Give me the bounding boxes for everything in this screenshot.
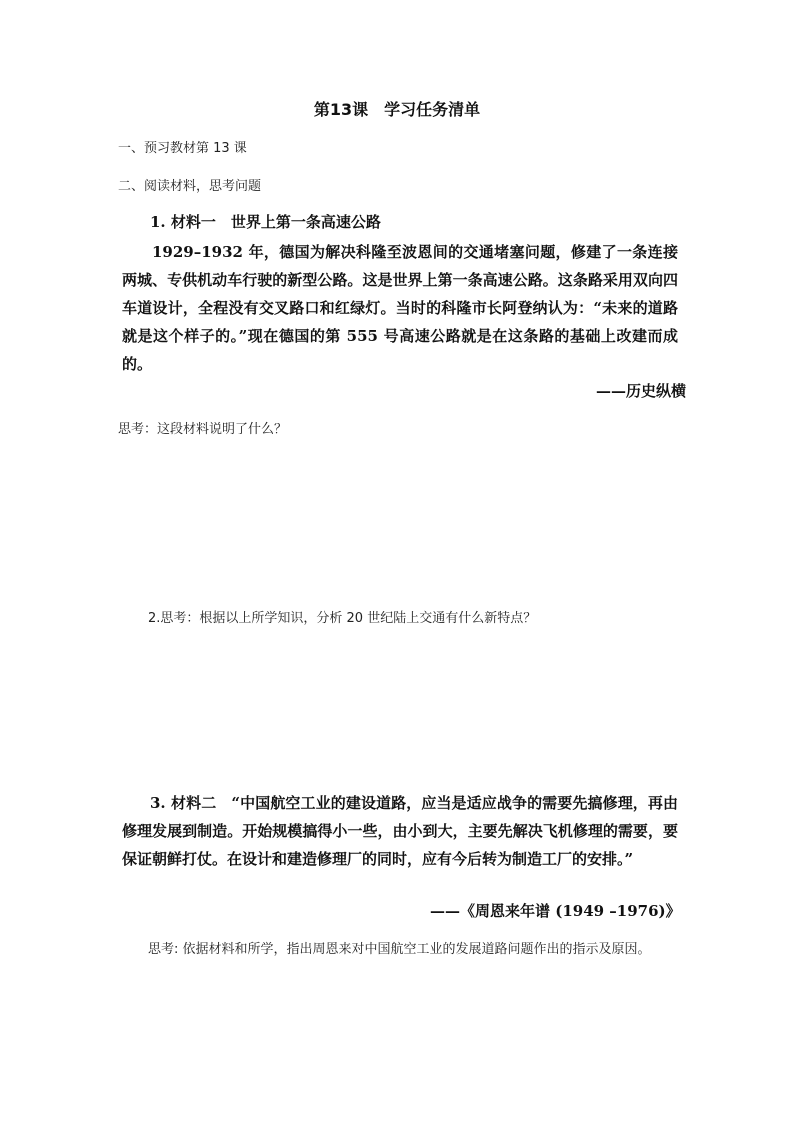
material1-heading: 1. 材料一 世界上第一条高速公路 bbox=[150, 213, 381, 231]
question-2: 2.思考：根据以上所学知识，分析 20 世纪陆上交通有什么新特点？ bbox=[148, 611, 537, 626]
material1-source: ——历史纵横 bbox=[596, 382, 687, 400]
section-reading: 二、阅读材料，思考问题 bbox=[118, 179, 262, 194]
material1-body: 1929–1932 年，德国为解决科隆至波恩间的交通堵塞问题，修建了一条连接两城、专供机动车行驶的新型公路。这是世界上第一条高速公路。这条路采用双向四车道设计，全程没有交叉路口和红绿灯。当时的科隆市长阿登纳认为：“未来的道路就是这个样子的。”现在德国的第 555 号高速公路就是在这条路的基础上改建而成的。 bbox=[122, 243, 678, 373]
material2-source: ——《周恩来年谱 (1949 –1976)》 bbox=[430, 902, 681, 920]
section-preview: 一、预习教材第 13 课 bbox=[118, 141, 247, 156]
material1-question: 思考：这段材料说明了什么？ bbox=[118, 422, 288, 437]
material2-question: 思考: 依据材料和所学，指出周恩来对中国航空工业的发展道路问题作出的指示及原因。 bbox=[148, 942, 651, 957]
page-title: 第13课 学习任务清单 bbox=[313, 100, 481, 119]
material2-body: 3. 材料二 “中国航空工业的建设道路，应当是适应战争的需要先搞修理，再由修理发展到制造。开始规模搞得小一些，由小到大，主要先解决飞机修理的需要，要保证朝鲜打仗。在设计和建造修理厂的同时，应有今后转为制造工厂的安排。” bbox=[122, 794, 678, 868]
